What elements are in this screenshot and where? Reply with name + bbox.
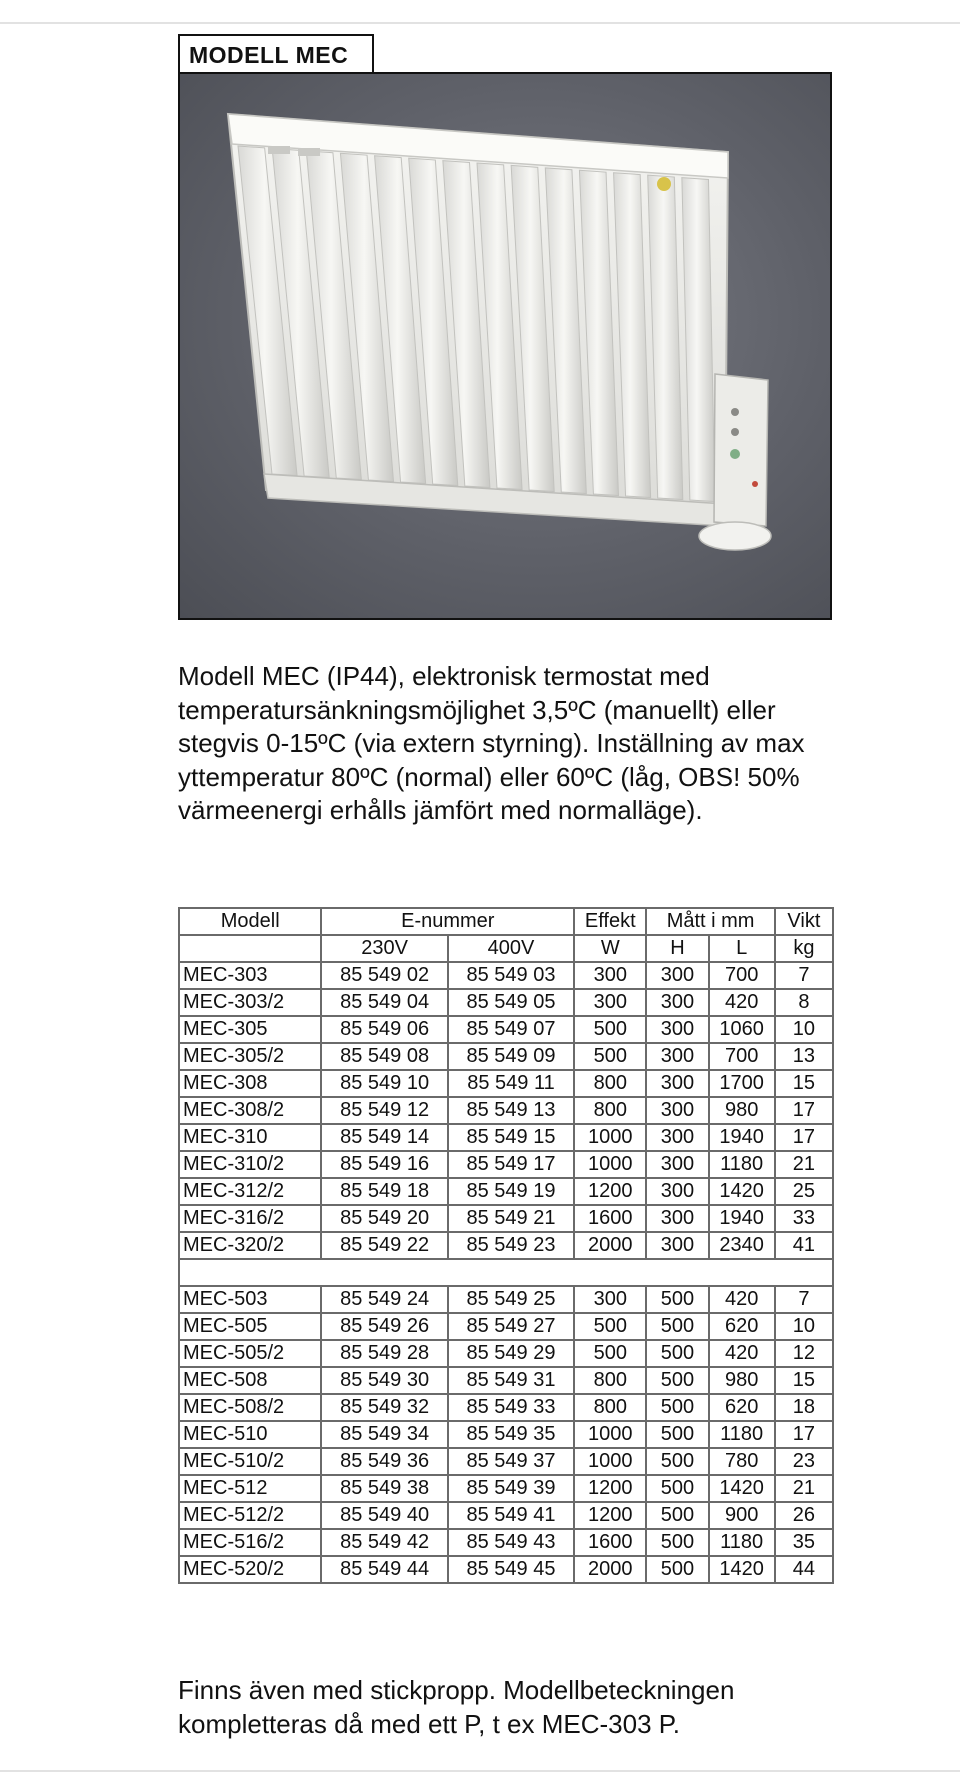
cell-h: 500 bbox=[646, 1421, 708, 1448]
table-row bbox=[179, 1286, 833, 1313]
cell-w: 300 bbox=[574, 962, 646, 989]
cell-w: 800 bbox=[574, 1394, 646, 1421]
cell-h: 500 bbox=[646, 1313, 708, 1340]
product-description: Modell MEC (IP44), elektronisk termostat med temperatursänkningsmöjlighet 3,5ºC (manuellt) eller stegvis 0-15ºC (via extern styrning). Inställning av max yttemperatur 80ºC (normal) eller 60ºC (låg, OBS! 50% värmeenergi erhålls jämfört med normalläge). bbox=[178, 661, 805, 825]
cell-model: MEC-310/2 bbox=[179, 1151, 321, 1178]
table-row bbox=[179, 1016, 833, 1043]
cell-w: 1000 bbox=[574, 1448, 646, 1475]
cell-l: 1420 bbox=[709, 1556, 775, 1583]
cell-w: 1200 bbox=[574, 1178, 646, 1205]
cell-model: MEC-503 bbox=[179, 1286, 321, 1313]
table-row bbox=[179, 1178, 833, 1205]
cell-e400: 85 549 31 bbox=[448, 1367, 574, 1394]
cell-e230: 85 549 28 bbox=[321, 1340, 447, 1367]
cell-l: 1940 bbox=[709, 1124, 775, 1151]
cell-l: 980 bbox=[709, 1097, 775, 1124]
cell-e400: 85 549 09 bbox=[448, 1043, 574, 1070]
cell-kg: 41 bbox=[775, 1232, 833, 1259]
table-row bbox=[179, 1205, 833, 1232]
cell-model: MEC-510 bbox=[179, 1421, 321, 1448]
cell-kg: 35 bbox=[775, 1529, 833, 1556]
cell-e400: 85 549 43 bbox=[448, 1529, 574, 1556]
cell-model: MEC-308/2 bbox=[179, 1097, 321, 1124]
cell-kg: 33 bbox=[775, 1205, 833, 1232]
subheader-weight-unit: kg bbox=[775, 935, 833, 962]
cell-w: 500 bbox=[574, 1313, 646, 1340]
cell-l: 980 bbox=[709, 1367, 775, 1394]
cell-l: 1180 bbox=[709, 1151, 775, 1178]
table-row bbox=[179, 1232, 833, 1259]
cell-e400: 85 549 27 bbox=[448, 1313, 574, 1340]
subheader-length: L bbox=[709, 935, 775, 962]
cell-e230: 85 549 18 bbox=[321, 1178, 447, 1205]
cell-h: 500 bbox=[646, 1529, 708, 1556]
table-row bbox=[179, 989, 833, 1016]
cell-w: 1600 bbox=[574, 1529, 646, 1556]
table-row bbox=[179, 1394, 833, 1421]
cell-kg: 10 bbox=[775, 1016, 833, 1043]
cell-l: 700 bbox=[709, 1043, 775, 1070]
table-row bbox=[179, 1448, 833, 1475]
spec-table bbox=[178, 907, 834, 1584]
table-spacer-row bbox=[179, 1259, 833, 1286]
cell-h: 300 bbox=[646, 1070, 708, 1097]
cell-w: 300 bbox=[574, 989, 646, 1016]
cell-e230: 85 549 10 bbox=[321, 1070, 447, 1097]
cell-model: MEC-303/2 bbox=[179, 989, 321, 1016]
top-divider bbox=[0, 22, 960, 24]
cell-w: 1000 bbox=[574, 1124, 646, 1151]
cell-kg: 44 bbox=[775, 1556, 833, 1583]
cell-e230: 85 549 20 bbox=[321, 1205, 447, 1232]
table-row bbox=[179, 1556, 833, 1583]
cell-e400: 85 549 11 bbox=[448, 1070, 574, 1097]
cell-e400: 85 549 19 bbox=[448, 1178, 574, 1205]
footer-note: Finns även med stickpropp. Modellbeteckningen kompletteras då med ett P, t ex MEC-303 P. bbox=[178, 1675, 735, 1739]
cell-l: 420 bbox=[709, 1286, 775, 1313]
header-weight: Vikt bbox=[775, 908, 833, 935]
cell-model: MEC-505 bbox=[179, 1313, 321, 1340]
cell-h: 500 bbox=[646, 1394, 708, 1421]
cell-e400: 85 549 15 bbox=[448, 1124, 574, 1151]
cell-e230: 85 549 42 bbox=[321, 1529, 447, 1556]
cell-w: 500 bbox=[574, 1340, 646, 1367]
cell-l: 620 bbox=[709, 1394, 775, 1421]
cell-l: 1180 bbox=[709, 1421, 775, 1448]
cell-e230: 85 549 16 bbox=[321, 1151, 447, 1178]
subheader-400v: 400V bbox=[448, 935, 574, 962]
table-row bbox=[179, 1124, 833, 1151]
subheader-230v: 230V bbox=[321, 935, 447, 962]
cell-kg: 13 bbox=[775, 1043, 833, 1070]
cell-model: MEC-308 bbox=[179, 1070, 321, 1097]
cell-l: 420 bbox=[709, 989, 775, 1016]
cell-e230: 85 549 08 bbox=[321, 1043, 447, 1070]
cell-e400: 85 549 37 bbox=[448, 1448, 574, 1475]
table-row bbox=[179, 1475, 833, 1502]
cell-h: 300 bbox=[646, 1151, 708, 1178]
cell-w: 1000 bbox=[574, 1421, 646, 1448]
subheader-model bbox=[179, 935, 321, 962]
radiator-drawing bbox=[180, 74, 830, 618]
cell-kg: 25 bbox=[775, 1178, 833, 1205]
cell-h: 500 bbox=[646, 1448, 708, 1475]
cell-kg: 8 bbox=[775, 989, 833, 1016]
cell-h: 500 bbox=[646, 1286, 708, 1313]
cell-h: 500 bbox=[646, 1340, 708, 1367]
table-row bbox=[179, 1502, 833, 1529]
cell-model: MEC-305 bbox=[179, 1016, 321, 1043]
cell-w: 500 bbox=[574, 1043, 646, 1070]
cell-e230: 85 549 34 bbox=[321, 1421, 447, 1448]
cell-model: MEC-310 bbox=[179, 1124, 321, 1151]
cell-l: 1420 bbox=[709, 1178, 775, 1205]
cell-model: MEC-512 bbox=[179, 1475, 321, 1502]
cell-e400: 85 549 05 bbox=[448, 989, 574, 1016]
cell-e400: 85 549 07 bbox=[448, 1016, 574, 1043]
cell-l: 1700 bbox=[709, 1070, 775, 1097]
cell-w: 1600 bbox=[574, 1205, 646, 1232]
cell-e230: 85 549 40 bbox=[321, 1502, 447, 1529]
cell-e230: 85 549 22 bbox=[321, 1232, 447, 1259]
cell-w: 300 bbox=[574, 1286, 646, 1313]
cell-l: 620 bbox=[709, 1313, 775, 1340]
cell-l: 1420 bbox=[709, 1475, 775, 1502]
cell-w: 1000 bbox=[574, 1151, 646, 1178]
cell-e230: 85 549 44 bbox=[321, 1556, 447, 1583]
cell-w: 800 bbox=[574, 1097, 646, 1124]
cell-e400: 85 549 45 bbox=[448, 1556, 574, 1583]
cell-h: 500 bbox=[646, 1502, 708, 1529]
cell-model: MEC-508/2 bbox=[179, 1394, 321, 1421]
cell-h: 300 bbox=[646, 1178, 708, 1205]
table-row bbox=[179, 1043, 833, 1070]
cell-model: MEC-305/2 bbox=[179, 1043, 321, 1070]
cell-kg: 17 bbox=[775, 1421, 833, 1448]
cell-h: 500 bbox=[646, 1367, 708, 1394]
cell-e400: 85 549 33 bbox=[448, 1394, 574, 1421]
cell-l: 2340 bbox=[709, 1232, 775, 1259]
cell-e230: 85 549 38 bbox=[321, 1475, 447, 1502]
cell-h: 300 bbox=[646, 1232, 708, 1259]
cell-w: 2000 bbox=[574, 1232, 646, 1259]
cell-model: MEC-520/2 bbox=[179, 1556, 321, 1583]
cell-h: 300 bbox=[646, 989, 708, 1016]
cell-kg: 26 bbox=[775, 1502, 833, 1529]
cell-e230: 85 549 24 bbox=[321, 1286, 447, 1313]
table-row bbox=[179, 1421, 833, 1448]
cell-kg: 23 bbox=[775, 1448, 833, 1475]
cell-h: 300 bbox=[646, 1043, 708, 1070]
cell-w: 800 bbox=[574, 1070, 646, 1097]
table-row bbox=[179, 1151, 833, 1178]
cell-kg: 21 bbox=[775, 1475, 833, 1502]
cell-e400: 85 549 41 bbox=[448, 1502, 574, 1529]
cell-kg: 7 bbox=[775, 962, 833, 989]
cell-kg: 15 bbox=[775, 1367, 833, 1394]
cell-h: 300 bbox=[646, 1124, 708, 1151]
product-label: MODELL MEC bbox=[178, 34, 374, 72]
header-enumber: E-nummer bbox=[321, 908, 574, 935]
cell-model: MEC-303 bbox=[179, 962, 321, 989]
cell-e400: 85 549 13 bbox=[448, 1097, 574, 1124]
cell-w: 1200 bbox=[574, 1475, 646, 1502]
cell-l: 420 bbox=[709, 1340, 775, 1367]
cell-l: 780 bbox=[709, 1448, 775, 1475]
cell-l: 1940 bbox=[709, 1205, 775, 1232]
cell-e230: 85 549 02 bbox=[321, 962, 447, 989]
subheader-height: H bbox=[646, 935, 708, 962]
cell-e400: 85 549 29 bbox=[448, 1340, 574, 1367]
cell-h: 300 bbox=[646, 962, 708, 989]
cell-h: 300 bbox=[646, 1016, 708, 1043]
cell-kg: 17 bbox=[775, 1097, 833, 1124]
cell-model: MEC-516/2 bbox=[179, 1529, 321, 1556]
cell-kg: 10 bbox=[775, 1313, 833, 1340]
header-dimensions: Mått i mm bbox=[646, 908, 774, 935]
cell-l: 1060 bbox=[709, 1016, 775, 1043]
header-model: Modell bbox=[179, 908, 321, 935]
cell-h: 300 bbox=[646, 1097, 708, 1124]
cell-e230: 85 549 36 bbox=[321, 1448, 447, 1475]
table-row bbox=[179, 1313, 833, 1340]
cell-model: MEC-510/2 bbox=[179, 1448, 321, 1475]
header-effect: Effekt bbox=[574, 908, 646, 935]
cell-w: 1200 bbox=[574, 1502, 646, 1529]
cell-e400: 85 549 03 bbox=[448, 962, 574, 989]
cell-l: 1180 bbox=[709, 1529, 775, 1556]
cell-e400: 85 549 35 bbox=[448, 1421, 574, 1448]
cell-w: 2000 bbox=[574, 1556, 646, 1583]
cell-e400: 85 549 21 bbox=[448, 1205, 574, 1232]
spacer-cell bbox=[179, 1259, 833, 1286]
cell-kg: 7 bbox=[775, 1286, 833, 1313]
cell-e400: 85 549 17 bbox=[448, 1151, 574, 1178]
table-row bbox=[179, 1097, 833, 1124]
table-row bbox=[179, 1529, 833, 1556]
table-row bbox=[179, 1070, 833, 1097]
subheader-effect-unit: W bbox=[574, 935, 646, 962]
table-row bbox=[179, 1367, 833, 1394]
table-header-row bbox=[179, 908, 833, 935]
cell-h: 500 bbox=[646, 1475, 708, 1502]
cell-model: MEC-320/2 bbox=[179, 1232, 321, 1259]
table-row bbox=[179, 962, 833, 989]
cell-e230: 85 549 26 bbox=[321, 1313, 447, 1340]
cell-e230: 85 549 12 bbox=[321, 1097, 447, 1124]
cell-model: MEC-312/2 bbox=[179, 1178, 321, 1205]
cell-e230: 85 549 30 bbox=[321, 1367, 447, 1394]
cell-h: 300 bbox=[646, 1205, 708, 1232]
cell-model: MEC-512/2 bbox=[179, 1502, 321, 1529]
cell-model: MEC-508 bbox=[179, 1367, 321, 1394]
cell-w: 800 bbox=[574, 1367, 646, 1394]
product-figure bbox=[178, 34, 832, 620]
cell-e230: 85 549 06 bbox=[321, 1016, 447, 1043]
bottom-divider bbox=[0, 1770, 960, 1772]
cell-w: 500 bbox=[574, 1016, 646, 1043]
cell-e230: 85 549 14 bbox=[321, 1124, 447, 1151]
radiator-image-icon bbox=[178, 72, 832, 620]
cell-e400: 85 549 39 bbox=[448, 1475, 574, 1502]
cell-e230: 85 549 04 bbox=[321, 989, 447, 1016]
cell-l: 900 bbox=[709, 1502, 775, 1529]
cell-kg: 21 bbox=[775, 1151, 833, 1178]
cell-e400: 85 549 23 bbox=[448, 1232, 574, 1259]
cell-l: 700 bbox=[709, 962, 775, 989]
cell-kg: 15 bbox=[775, 1070, 833, 1097]
cell-model: MEC-316/2 bbox=[179, 1205, 321, 1232]
cell-kg: 12 bbox=[775, 1340, 833, 1367]
table-row bbox=[179, 1340, 833, 1367]
table-subheader-row bbox=[179, 935, 833, 962]
cell-model: MEC-505/2 bbox=[179, 1340, 321, 1367]
cell-kg: 17 bbox=[775, 1124, 833, 1151]
cell-e400: 85 549 25 bbox=[448, 1286, 574, 1313]
cell-kg: 18 bbox=[775, 1394, 833, 1421]
cell-h: 500 bbox=[646, 1556, 708, 1583]
cell-e230: 85 549 32 bbox=[321, 1394, 447, 1421]
